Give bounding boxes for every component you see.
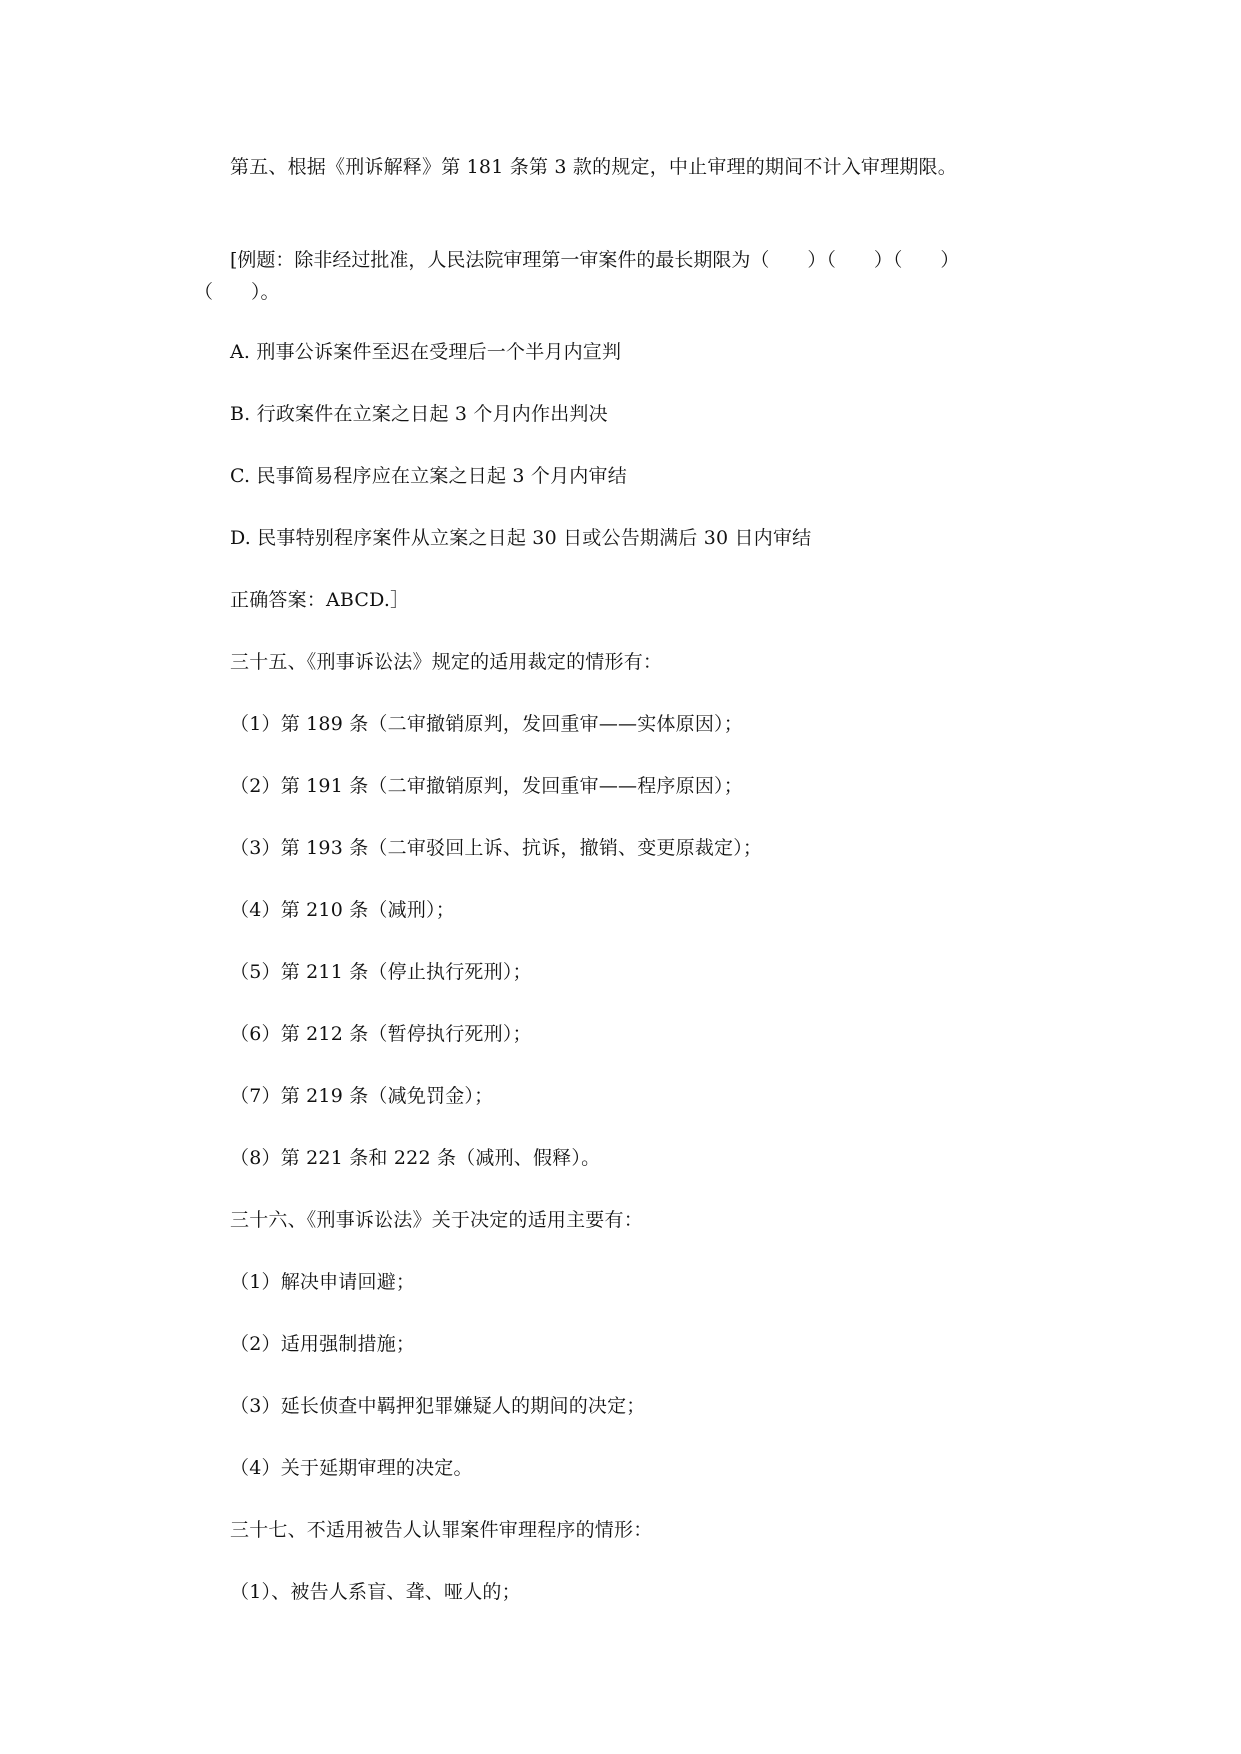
section-35-item-2: （2）第 191 条（二审撤销原判，发回重审——程序原因）； (230, 775, 743, 797)
example-question (194, 244, 1034, 308)
option-c: C. 民事简易程序应在立案之日起 3 个月内审结 (230, 465, 627, 487)
section-36-heading: 三十六、《刑事诉讼法》关于决定的适用主要有： (230, 1209, 643, 1231)
section-36-item-4: （4）关于延期审理的决定。 (230, 1457, 473, 1479)
paragraph-suspension-period: 第五、根据《刑诉解释》第 181 条第 3 款的规定，中止审理的期间不计入审理期限。 (230, 156, 957, 178)
section-37-heading: 三十七、不适用被告人认罪案件审理程序的情形： (230, 1519, 653, 1541)
section-35-item-3: （3）第 193 条（二审驳回上诉、抗诉，撤销、变更原裁定）； (230, 837, 763, 859)
section-37-item-1: （1）、被告人系盲、聋、哑人的； (230, 1581, 521, 1603)
section-36-item-1: （1）解决申请回避； (230, 1271, 416, 1293)
section-35-item-5: （5）第 211 条（停止执行死刑）； (230, 961, 532, 983)
section-36-item-3: （3）延长侦查中羁押犯罪嫌疑人的期间的决定； (230, 1395, 646, 1417)
option-b: B. 行政案件在立案之日起 3 个月内作出判决 (230, 403, 608, 425)
example-question-line2: （ ）。 (194, 281, 280, 303)
section-35-item-7: （7）第 219 条（减免罚金）； (230, 1085, 494, 1107)
option-a: A. 刑事公诉案件至迟在受理后一个半月内宣判 (230, 341, 622, 363)
section-35-item-6: （6）第 212 条（暂停执行死刑）； (230, 1023, 532, 1045)
section-36-item-2: （2）适用强制措施； (230, 1333, 416, 1355)
section-35-item-1: （1）第 189 条（二审撤销原判，发回重审——实体原因）； (230, 713, 743, 735)
section-35-item-4: （4）第 210 条（减刑）； (230, 899, 455, 921)
option-d: D. 民事特别程序案件从立案之日起 30 日或公告期满后 30 日内审结 (230, 527, 812, 549)
section-35-heading: 三十五、《刑事诉讼法》规定的适用裁定的情形有： (230, 651, 663, 673)
example-question-line1: [例题：除非经过批准，人民法院审理第一审案件的最长期限为（ ）（ ）（ ） (230, 249, 960, 271)
section-35-item-8: （8）第 221 条和 222 条（减刑、假释）。 (230, 1147, 601, 1169)
correct-answer: 正确答案：ABCD.］ (230, 589, 410, 611)
